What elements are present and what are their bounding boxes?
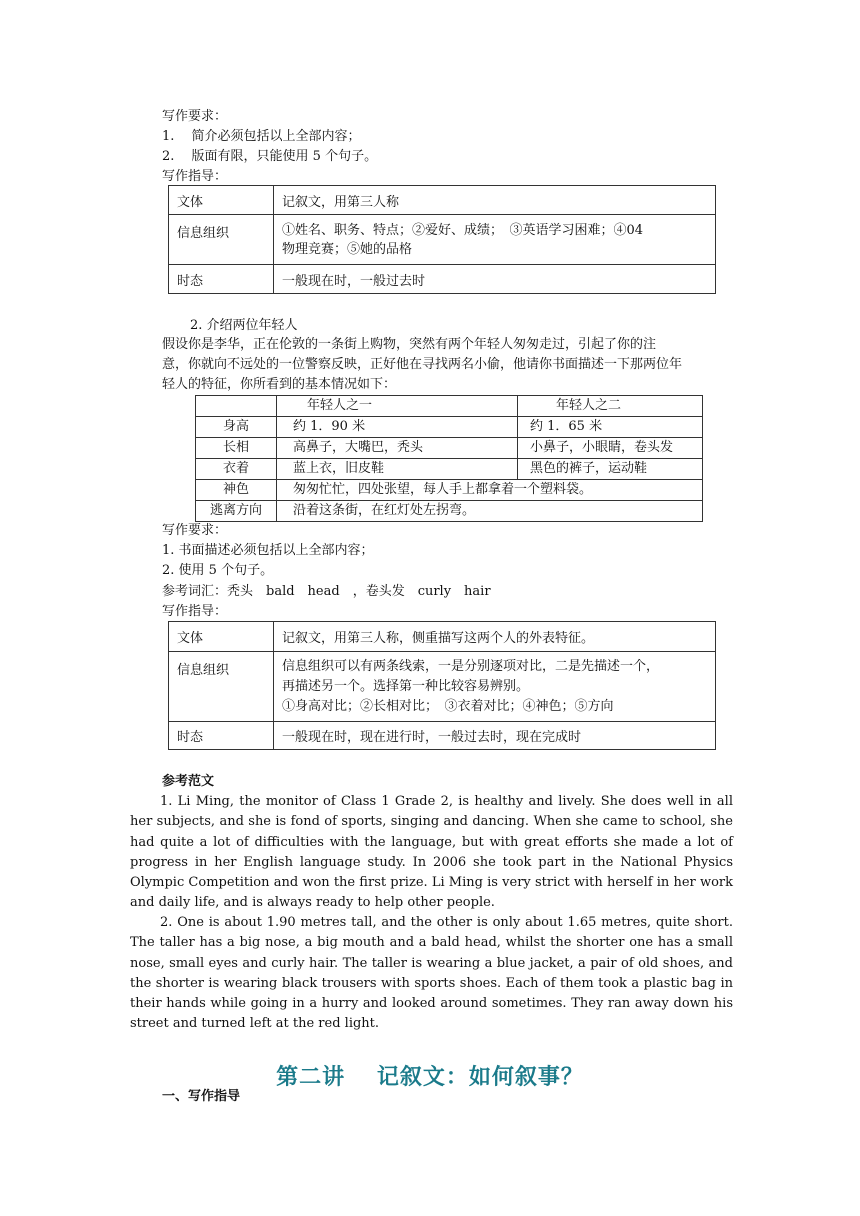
sample-paragraph-1 [130,792,733,914]
table-row [196,396,703,417]
cell-line: 物理竞赛；⑤她的品格 [282,241,413,257]
table-row [169,186,716,215]
table-row [196,459,703,480]
requirement-item: 1. 简介必须包括以上全部内容； [162,129,361,144]
guide-table-1 [168,185,716,294]
cell-line: 再描述另一个。选择第一种比较容易辨别。 [282,678,530,694]
guide-title-1: 写作指导： [162,169,228,184]
table-row [196,438,703,459]
table-row [169,652,716,722]
table-cell: 身高 [196,417,277,438]
table-cell [274,652,716,722]
table-cell: 小鼻子，小眼睛，卷头发 [518,438,703,459]
table-cell: 文体 [169,622,274,652]
table-row [196,480,703,501]
requirement-item: 2. 版面有限，只能使用 5 个句子。 [162,149,378,164]
table-row [169,265,716,294]
lecture-subheading: 一、写作指导 [162,1089,241,1104]
table-cell: 神色 [196,480,277,501]
info-table [195,395,703,522]
table-cell: 沿着这条街，在红灯处左拐弯。 [277,501,703,522]
lecture-heading: 第二讲 记叙文：如何叙事？ [276,1064,584,1090]
table-cell [196,396,277,417]
table-cell: 记叙文，用第三人称，侧重描写这两个人的外表特征。 [274,622,716,652]
guide-title-2: 写作指导： [162,604,228,619]
intro-line: 轻人的特征，你所看到的基本情况如下： [162,377,397,392]
cell-line: ①姓名、职务、特点；②爱好、成绩； ③英语学习困难；④04 [282,222,644,238]
table-row [169,722,716,750]
table-cell: 匆匆忙忙，四处张望，每人手上都拿着一个塑料袋。 [277,480,703,501]
requirement-item: 2. 使用 5 个句子。 [162,563,274,578]
intro-line: 意，你就向不远处的一位警察反映，正好他在寻找两名小偷，他请你书面描述一下那两位年 [162,357,683,372]
requirement-item: 1. 书面描述必须包括以上全部内容； [162,543,374,558]
table-cell: 信息组织 [169,215,274,265]
intro-line: 假设你是李华，正在伦敦的一条街上购物，突然有两个年轻人匆匆走过，引起了你的注 [162,337,657,352]
table-row [196,501,703,522]
table-cell: 逃离方向 [196,501,277,522]
table-row [169,215,716,265]
cell-line: ①身高对比；②长相对比； ③衣着对比；④神色；⑤方向 [282,698,614,714]
section-title: 2. 介绍两位年轻人 [190,318,298,333]
table-cell: 时态 [169,722,274,750]
table-cell: 一般现在时，一般过去时 [274,265,716,294]
table-cell: 记叙文，用第三人称 [274,186,716,215]
table-cell: 年轻人之二 [518,396,703,417]
table-cell: 约 1．65 米 [518,417,703,438]
sample-paragraph-2 [130,913,733,1035]
table-cell: 高鼻子，大嘴巴，秃头 [277,438,518,459]
table-row [196,417,703,438]
table-cell: 信息组织 [169,652,274,722]
vocabulary-line: 参考词汇：秃头 bald head ，卷头发 curly hair [162,584,491,599]
requirements-title-1: 写作要求： [162,109,228,124]
table-cell: 黑色的裤子，运动鞋 [518,459,703,480]
table-cell: 时态 [169,265,274,294]
table-cell: 年轻人之一 [277,396,518,417]
table-cell: 衣着 [196,459,277,480]
cell-line: 信息组织可以有两条线索，一是分别逐项对比，二是先描述一个， [282,658,660,674]
table-cell: 蓝上衣，旧皮鞋 [277,459,518,480]
table-row [169,622,716,652]
sample-paragraph-text: 2. One is about 1.90 metres tall, and the other is only about 1.65 metres, quite short. The taller has a big nose, a big mouth and a bald head, whilst the shorter one has a small nose, small eyes and curly hair. The taller is wearing a blue jacket, a pair of old shoes, and the shorter is wearing black trousers with sports shoes. Each of them took a plastic bag in their hands while going in a hurry and looked around sometimes. They ran away down his street and turned left at the red light. [130,915,733,1032]
table-cell [274,215,716,265]
table-cell: 长相 [196,438,277,459]
sample-paragraph-text: 1. Li Ming, the monitor of Class 1 Grade 2, is healthy and lively. She does well in all her subjects, and she is fond of sports, singing and dancing. When she came to school, she had quite a lot of difficulties with the language, but with great efforts she made a lot of progress in her English language study. In 2006 she took part in the National Physics Olympic Competition and won the first prize. Li Ming is very strict with herself in her work and daily life, and is always ready to help other people. [130,794,733,911]
guide-table-2 [168,621,716,750]
table-cell: 一般现在时，现在进行时，一般过去时，现在完成时 [274,722,716,750]
table-cell: 约 1．90 米 [277,417,518,438]
sample-title: 参考范文 [162,774,215,789]
requirements-title-2: 写作要求： [162,523,228,538]
table-cell: 文体 [169,186,274,215]
